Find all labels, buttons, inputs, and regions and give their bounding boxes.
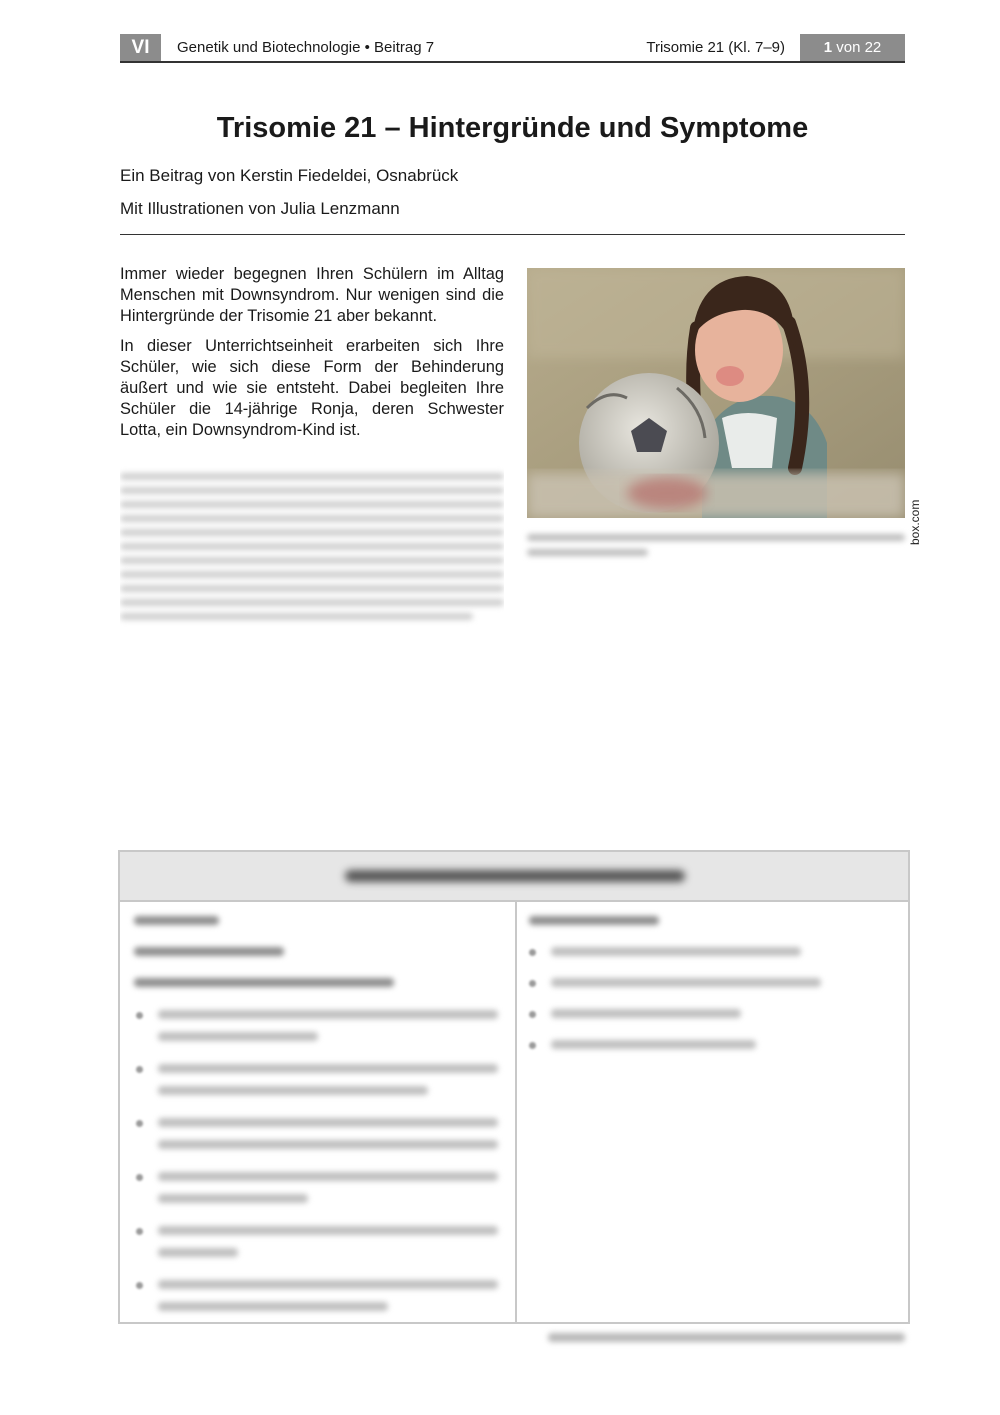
photo-girl-with-ball [527, 268, 905, 518]
intro-paragraph-1: Immer wieder begegnen Ihren Schülern im Alltag Menschen mit Downsyndrom. Nur wenigen sind die Hintergründe der Trisomie 21 aber bekannt. [120, 265, 504, 325]
intro-text [120, 264, 504, 450]
overview-left-column [120, 902, 517, 1322]
title-rule [120, 234, 905, 235]
illustrator-line: Mit Illustrationen von Julia Lenzmann [120, 199, 400, 218]
header-rule [120, 61, 905, 63]
intro-paragraph-2: In dieser Unterrichtseinheit erarbeiten sich Ihre Schüler, wie sich diese Form der Behinderung äußert und wie sie entsteht. Dabei begleiten Ihre Schüler die 14-jährige Ronja, deren Schwester Lotta, ein Downsyndrom-Kind ist. [120, 337, 504, 439]
topic-label: Trisomie 21 (Kl. 7–9) [646, 39, 785, 56]
page-title: Trisomie 21 – Hintergründe und Symptome [216, 112, 809, 144]
page-indicator [800, 34, 905, 61]
page-total: von 22 [832, 39, 882, 56]
series-label: Genetik und Biotechnologie • Beitrag 7 [177, 39, 435, 56]
blurred-text [120, 466, 504, 696]
overview-box [118, 850, 910, 1324]
photo-caption-blurred [527, 530, 905, 566]
footer-blurred [548, 1333, 905, 1342]
photo-credit: box.com [908, 499, 922, 545]
section-badge: VI [120, 34, 161, 61]
page-current: 1 [823, 39, 833, 56]
overview-right-column [517, 902, 908, 1322]
author-line: Ein Beitrag von Kerstin Fiedeldei, Osnabrück [120, 166, 459, 185]
overview-box-header [120, 852, 908, 902]
page-header [120, 34, 905, 61]
